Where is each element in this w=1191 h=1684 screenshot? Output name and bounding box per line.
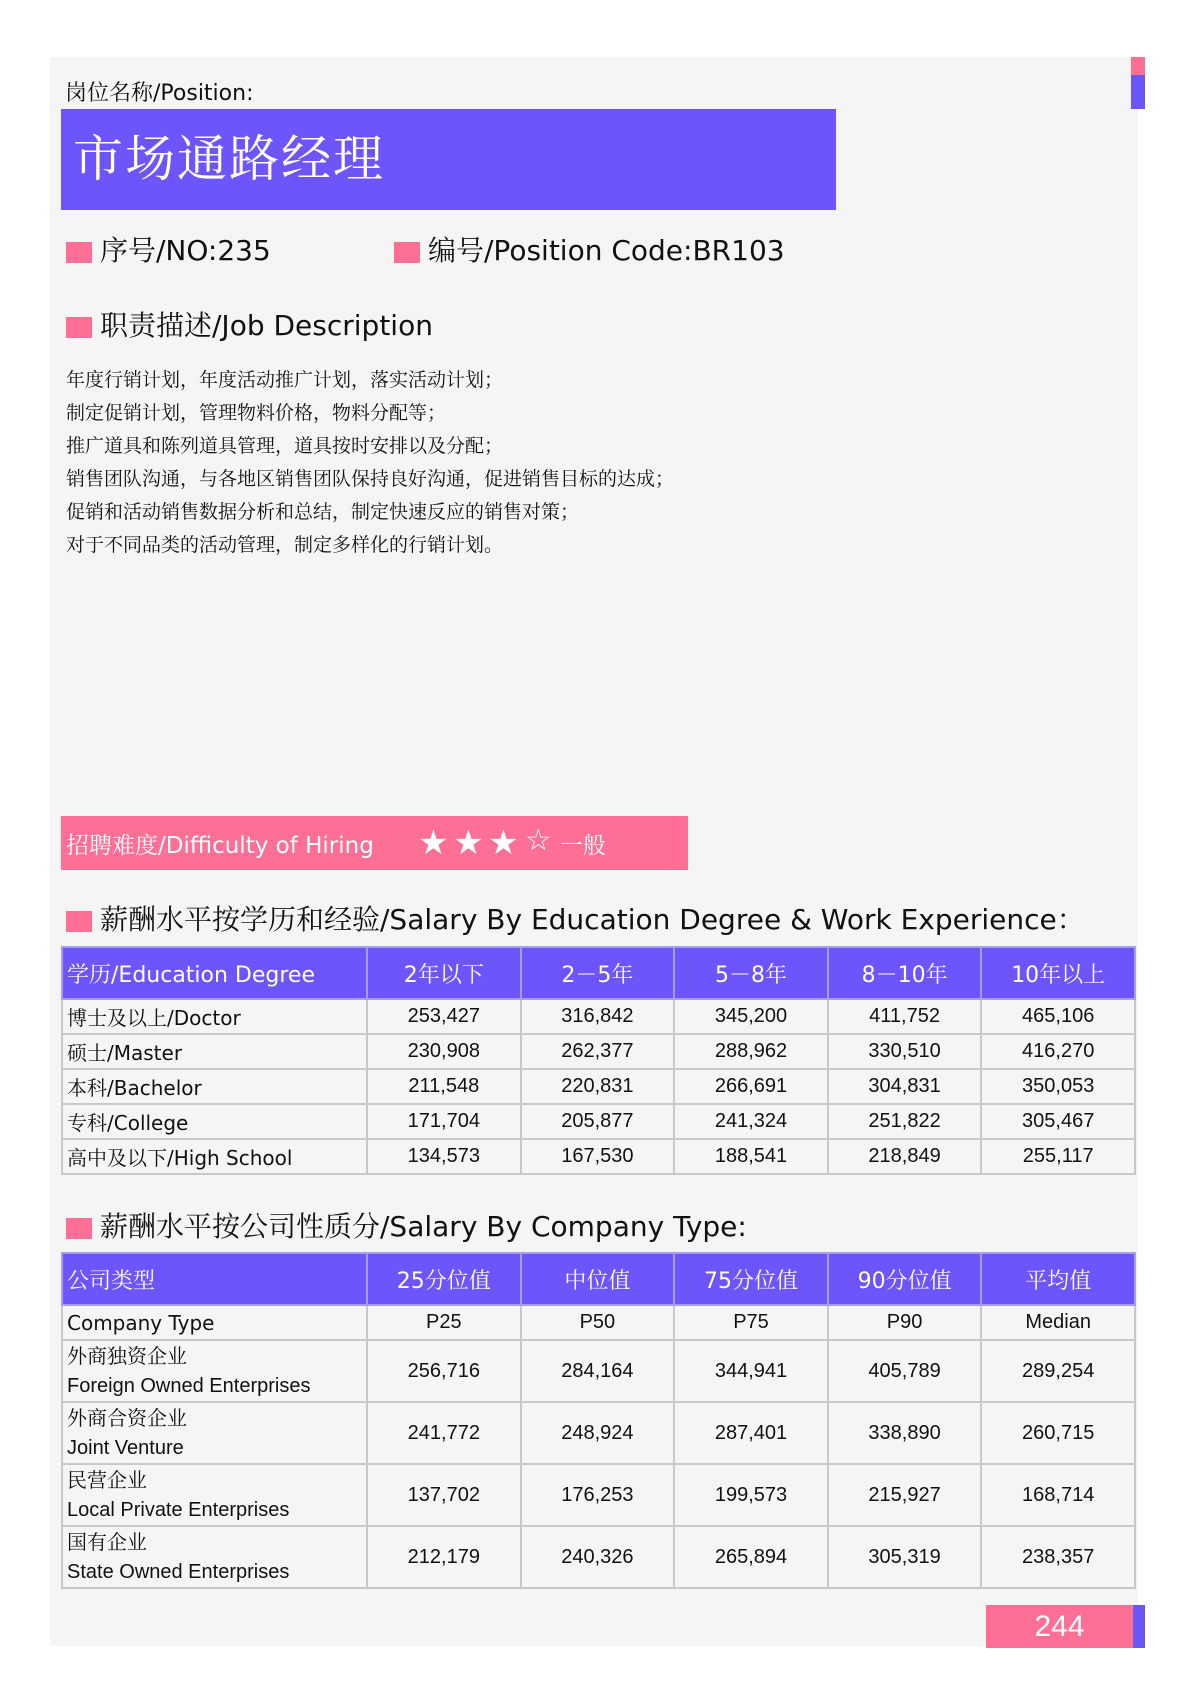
star-filled-icon: ★	[453, 823, 484, 863]
table-cell: 265,894	[674, 1526, 828, 1588]
column-header: 5－8年	[674, 947, 828, 999]
duty-line: 促销和活动销售数据分析和总结，制定快速反应的销售对策；	[66, 501, 580, 523]
table-cell: 212,179	[367, 1526, 521, 1588]
table-cell: 167,530	[521, 1139, 675, 1174]
company-salary-heading: 薪酬水平按公司性质分/Salary By Company Type:	[66, 1205, 747, 1245]
company-type-cn: 民营企业	[67, 1468, 147, 1492]
company-type-cell	[62, 1340, 367, 1402]
position-number: 序号/NO:235	[66, 229, 271, 269]
star-filled-icon: ★	[488, 823, 519, 863]
hiring-difficulty-bar	[61, 816, 688, 870]
page-number-accent	[1133, 1605, 1145, 1648]
job-description-heading: 职责描述/Job Description	[66, 304, 433, 344]
company-type-en: Local Private Enterprises	[67, 1499, 290, 1521]
table-cell: 241,324	[674, 1104, 828, 1139]
table-cell: 199,573	[674, 1464, 828, 1526]
table-header-row	[62, 1253, 1135, 1305]
table-cell: 211,548	[367, 1069, 521, 1104]
table-cell: 330,510	[828, 1034, 982, 1069]
company-type-cn: 外商合资企业	[67, 1406, 187, 1430]
table-cell: 220,831	[521, 1069, 675, 1104]
education-salary-heading: 薪酬水平按学历和经验/Salary By Education Degree & Work Experience：	[66, 898, 1085, 938]
table-row	[62, 1034, 1135, 1069]
table-cell: 168,714	[981, 1464, 1135, 1526]
position-label: 岗位名称/Position:	[65, 81, 254, 106]
table-cell: 241,772	[367, 1402, 521, 1464]
table-cell: P90	[828, 1305, 982, 1340]
table-cell: 305,467	[981, 1104, 1135, 1139]
bullet-square-icon	[394, 242, 420, 263]
table-cell: 251,822	[828, 1104, 982, 1139]
company-type-cell	[62, 1402, 367, 1464]
table-cell: 专科/College	[62, 1104, 367, 1139]
difficulty-level: 一般	[559, 832, 606, 859]
table-cell: 218,849	[828, 1139, 982, 1174]
table-cell: 316,842	[521, 999, 675, 1034]
table-cell: 465,106	[981, 999, 1135, 1034]
table-cell: P75	[674, 1305, 828, 1340]
table-cell: 248,924	[521, 1402, 675, 1464]
difficulty-label: 招聘难度/Difficulty of Hiring	[66, 832, 374, 859]
duty-line: 对于不同品类的活动管理，制定多样化的行销计划。	[66, 534, 504, 556]
table-subheader-row	[62, 1305, 1135, 1340]
table-cell: 405,789	[828, 1340, 982, 1402]
table-cell: 188,541	[674, 1139, 828, 1174]
table-cell: 博士及以上/Doctor	[62, 999, 367, 1034]
table-cell: Company Type	[62, 1305, 367, 1340]
company-type-cell	[62, 1464, 367, 1526]
bullet-square-icon	[66, 242, 92, 263]
position-title: 市场通路经理	[61, 109, 836, 210]
bullet-square-icon	[66, 1218, 92, 1239]
table-cell: P50	[521, 1305, 675, 1340]
column-header: 2年以下	[367, 947, 521, 999]
column-header: 75分位值	[674, 1253, 828, 1305]
duty-line: 年度行销计划，年度活动推广计划，落实活动计划；	[66, 369, 504, 391]
job-description-list	[66, 364, 674, 562]
duty-line: 推广道具和陈列道具管理，道具按时安排以及分配；	[66, 435, 504, 457]
column-header: 平均值	[981, 1253, 1135, 1305]
table-cell: 288,962	[674, 1034, 828, 1069]
company-type-cell	[62, 1526, 367, 1588]
table-cell: 416,270	[981, 1034, 1135, 1069]
company-type-cn: 外商独资企业	[67, 1344, 187, 1368]
table-cell: 284,164	[521, 1340, 675, 1402]
table-cell: 345,200	[674, 999, 828, 1034]
column-header: 中位值	[521, 1253, 675, 1305]
table-cell: 215,927	[828, 1464, 982, 1526]
column-header: 90分位值	[828, 1253, 982, 1305]
table-cell: 256,716	[367, 1340, 521, 1402]
difficulty-rating	[416, 823, 556, 863]
table-cell: P25	[367, 1305, 521, 1340]
table-cell: 260,715	[981, 1402, 1135, 1464]
table-cell: 350,053	[981, 1069, 1135, 1104]
table-cell: 305,319	[828, 1526, 982, 1588]
education-salary-table	[61, 946, 1136, 1175]
table-row	[62, 1104, 1135, 1139]
table-cell: 硕士/Master	[62, 1034, 367, 1069]
table-cell: 266,691	[674, 1069, 828, 1104]
table-cell: 本科/Bachelor	[62, 1069, 367, 1104]
duty-line: 销售团队沟通，与各地区销售团队保持良好沟通，促进销售目标的达成；	[66, 468, 675, 490]
duty-line: 制定促销计划，管理物料价格，物料分配等；	[66, 402, 447, 424]
table-cell: 134,573	[367, 1139, 521, 1174]
table-cell: 262,377	[521, 1034, 675, 1069]
table-row	[62, 999, 1135, 1034]
table-row	[62, 1139, 1135, 1174]
table-cell: 240,326	[521, 1526, 675, 1588]
page-number: 244	[986, 1605, 1133, 1648]
position-code: 编号/Position Code:BR103	[394, 229, 785, 269]
table-row	[62, 1526, 1135, 1588]
table-row	[62, 1402, 1135, 1464]
table-cell: 287,401	[674, 1402, 828, 1464]
table-cell: Median	[981, 1305, 1135, 1340]
table-cell: 205,877	[521, 1104, 675, 1139]
table-cell: 238,357	[981, 1526, 1135, 1588]
star-filled-icon: ★	[418, 823, 449, 863]
table-row	[62, 1069, 1135, 1104]
company-type-cn: 国有企业	[67, 1530, 147, 1554]
table-cell: 289,254	[981, 1340, 1135, 1402]
table-cell: 230,908	[367, 1034, 521, 1069]
table-cell: 高中及以下/High School	[62, 1139, 367, 1174]
column-header: 25分位值	[367, 1253, 521, 1305]
bullet-square-icon	[66, 317, 92, 338]
table-cell: 338,890	[828, 1402, 982, 1464]
star-empty-icon: ☆	[524, 823, 552, 858]
company-type-en: Foreign Owned Enterprises	[67, 1375, 311, 1397]
company-salary-table	[61, 1252, 1136, 1589]
table-header-row	[62, 947, 1135, 999]
table-cell: 344,941	[674, 1340, 828, 1402]
column-header: 2－5年	[521, 947, 675, 999]
table-cell: 171,704	[367, 1104, 521, 1139]
table-cell: 304,831	[828, 1069, 982, 1104]
table-row	[62, 1464, 1135, 1526]
table-cell: 176,253	[521, 1464, 675, 1526]
table-cell: 255,117	[981, 1139, 1135, 1174]
column-header: 8－10年	[828, 947, 982, 999]
table-cell: 137,702	[367, 1464, 521, 1526]
table-cell: 411,752	[828, 999, 982, 1034]
bullet-square-icon	[66, 911, 92, 932]
column-header: 学历/Education Degree	[62, 947, 367, 999]
table-row	[62, 1340, 1135, 1402]
company-type-en: State Owned Enterprises	[67, 1561, 290, 1583]
table-cell: 253,427	[367, 999, 521, 1034]
column-header: 公司类型	[62, 1253, 367, 1305]
company-type-en: Joint Venture	[67, 1437, 184, 1459]
corner-accent	[1131, 57, 1145, 109]
column-header: 10年以上	[981, 947, 1135, 999]
